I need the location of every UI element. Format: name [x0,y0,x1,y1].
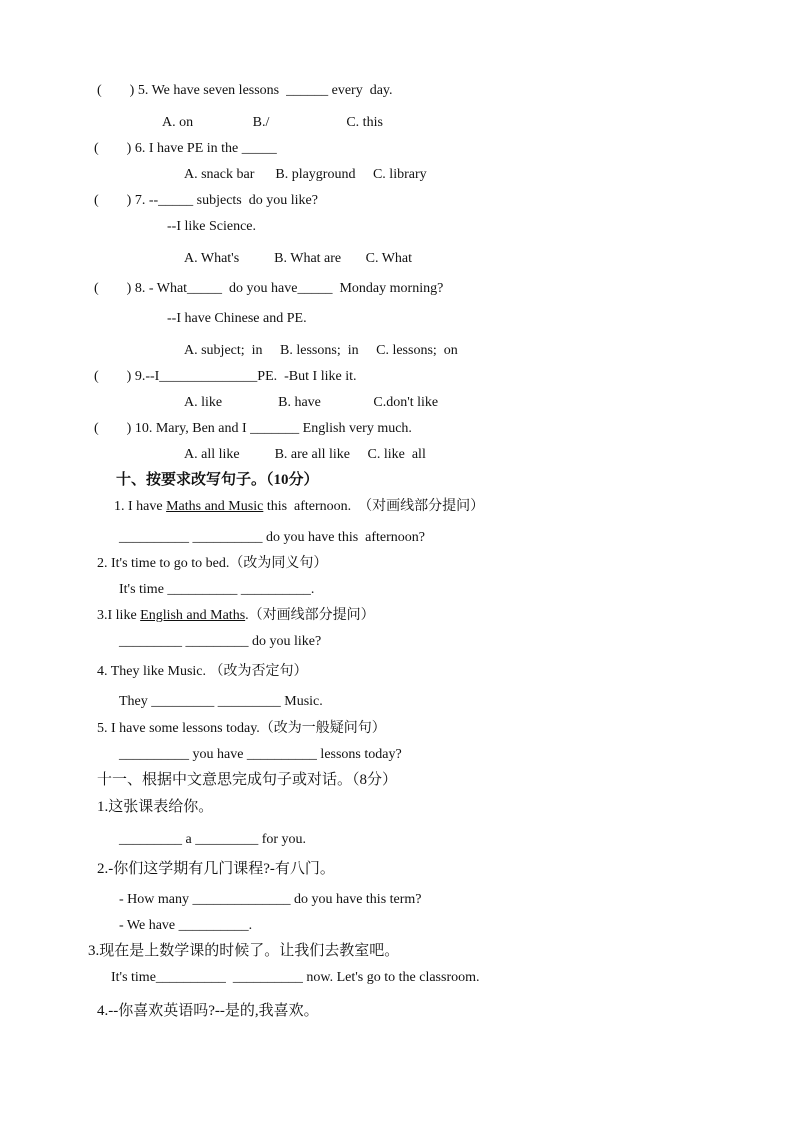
question-6-options: A. snack bar B. playground C. library [184,167,427,182]
sec11-q2: 2.-你们这学期有几门课程?-有八门。 [97,861,335,877]
sec10-q1-answer: __________ __________ do you have this afternoon? [119,530,426,545]
question-5: ( ) 5. We have seven lessons ______ every day. [97,83,393,98]
question-7: ( ) 7. --_____ subjects do you like? [94,193,318,208]
question-9-options: A. like B. have C.don't like [184,395,439,410]
section-11-title: 十一、根据中文意思完成句子或对话。（8分） [97,772,398,788]
sec10-q4: 4. They like Music. （改为否定句） [97,664,308,679]
sec10-q2: 2. It's time to go to bed.（改为同义句） [97,556,328,571]
sec11-q1: 1.这张课表给你。 [97,799,214,815]
sec11-q1-answer: _________ a _________ for you. [119,832,307,847]
sec10-q3-answer: _________ _________ do you like? [119,634,322,649]
sec11-q3-answer: It's time__________ __________ now. Let's go to the classroom. [111,970,480,985]
question-5-options: A. on B./ C. this [162,115,383,130]
sec10-q5: 5. I have some lessons today.（改为一般疑问句） [97,721,386,736]
question-7-options: A. What's B. What are C. What [184,251,413,266]
sec11-q4: 4.--你喜欢英语吗?--是的,我喜欢。 [97,1003,319,1019]
sec10-q3: 3.I like English and Maths.（对画线部分提问） [97,608,375,623]
question-8-options: A. subject; in B. lessons; in C. lessons; on [184,343,458,358]
sec11-q3: 3.现在是上数学课的时候了。让我们去教室吧。 [88,943,400,959]
underlined-phrase: Maths and Music [166,499,264,514]
question-9: ( ) 9.--I______________PE. -But I like it. [94,369,357,384]
question-10-options: A. all like B. are all like C. like all [184,447,426,462]
sec10-q1: 1. I have Maths and Music this afternoon. （对画线部分提问） [114,499,485,514]
underlined-phrase: English and Maths [140,608,246,623]
sec10-q5-answer: __________ you have __________ lessons today? [119,747,402,762]
sec10-q2-answer: It's time __________ __________. [119,582,315,597]
question-6: ( ) 6. I have PE in the _____ [94,141,277,156]
question-7-response: --I like Science. [167,219,257,234]
sec10-q4-answer: They _________ _________ Music. [119,694,323,709]
section-10-title: 十、按要求改写句子。（10分） [116,472,319,488]
sec11-q2-line-a: - How many ______________ do you have this term? [119,892,422,907]
question-8-response: --I have Chinese and PE. [167,311,307,326]
question-10: ( ) 10. Mary, Ben and I _______ English very much. [94,421,412,436]
question-8: ( ) 8. - What_____ do you have_____ Monday morning? [94,281,444,296]
sec11-q2-line-b: - We have __________. [119,918,253,933]
